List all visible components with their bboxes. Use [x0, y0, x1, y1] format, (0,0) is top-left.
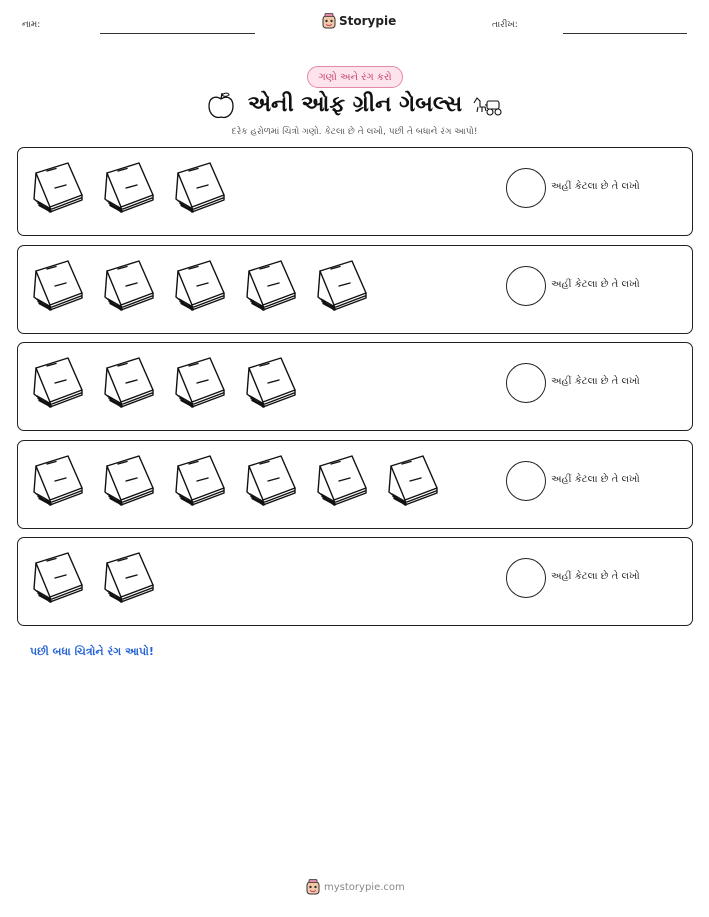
brand: [322, 13, 396, 29]
footer: [306, 879, 405, 895]
book-icon[interactable]: [243, 354, 299, 410]
date-label: તારીખ:: [492, 20, 518, 30]
horse-carriage-icon: [472, 95, 504, 117]
book-icon[interactable]: [101, 354, 157, 410]
count-row: [17, 245, 693, 334]
book-icon[interactable]: [30, 159, 86, 215]
apple-icon: [207, 90, 235, 120]
book-group: [30, 549, 157, 605]
answer-circle[interactable]: [506, 558, 546, 598]
answer-circle[interactable]: [506, 363, 546, 403]
book-icon[interactable]: [172, 257, 228, 313]
book-icon[interactable]: [172, 354, 228, 410]
storypie-logo-icon: [306, 879, 320, 895]
book-icon[interactable]: [243, 257, 299, 313]
book-icon[interactable]: [101, 257, 157, 313]
book-icon[interactable]: [30, 452, 86, 508]
answer-circle[interactable]: [506, 461, 546, 501]
answer-label: અહીં કેટલા છે તે લખો: [551, 181, 640, 192]
name-line[interactable]: [100, 33, 255, 34]
instructions: દરેક હરોળમાં ચિત્રો ગણો. કેટલા છે તે લખો, પછી તે બધાને રંગ આપો!: [231, 127, 478, 137]
book-group: [30, 354, 299, 410]
book-icon[interactable]: [172, 159, 228, 215]
book-icon[interactable]: [314, 257, 370, 313]
book-icon[interactable]: [243, 452, 299, 508]
brand-name: Storypie: [339, 14, 397, 28]
count-row: [17, 537, 693, 626]
count-row: [17, 147, 693, 236]
book-icon[interactable]: [385, 452, 441, 508]
answer-label: અહીં કેટલા છે તે લખો: [551, 571, 640, 582]
book-group: [30, 159, 228, 215]
book-icon[interactable]: [30, 354, 86, 410]
book-group: [30, 257, 370, 313]
date-line[interactable]: [563, 33, 687, 34]
answer-label: અહીં કેટલા છે તે લખો: [551, 376, 640, 387]
page-title: એની ઓફ ગ્રીન ગેબલ્સ: [247, 92, 463, 117]
book-icon[interactable]: [30, 257, 86, 313]
book-icon[interactable]: [101, 452, 157, 508]
title-row: [0, 90, 709, 124]
answer-label: અહીં કેટલા છે તે લખો: [551, 473, 640, 485]
answer-circle[interactable]: [506, 168, 546, 208]
activity-badge: ગણો અને રંગ કરો: [307, 66, 403, 88]
name-label: નામ:: [22, 20, 41, 30]
book-group: [30, 452, 441, 508]
book-icon[interactable]: [101, 549, 157, 605]
book-icon[interactable]: [172, 452, 228, 508]
book-icon[interactable]: [30, 549, 86, 605]
count-row: [17, 440, 693, 529]
count-row: [17, 342, 693, 431]
book-icon[interactable]: [101, 159, 157, 215]
book-icon[interactable]: [314, 452, 370, 508]
worksheet-header: [0, 0, 709, 50]
storypie-logo-icon: [322, 13, 336, 29]
footer-brand: mystorypie.com: [324, 881, 405, 893]
answer-label: અહીં કેટલા છે તે લખો: [551, 278, 640, 290]
footer-note: પછી બધા ચિત્રોને રંગ આપો!: [30, 645, 154, 658]
answer-circle[interactable]: [506, 266, 546, 306]
